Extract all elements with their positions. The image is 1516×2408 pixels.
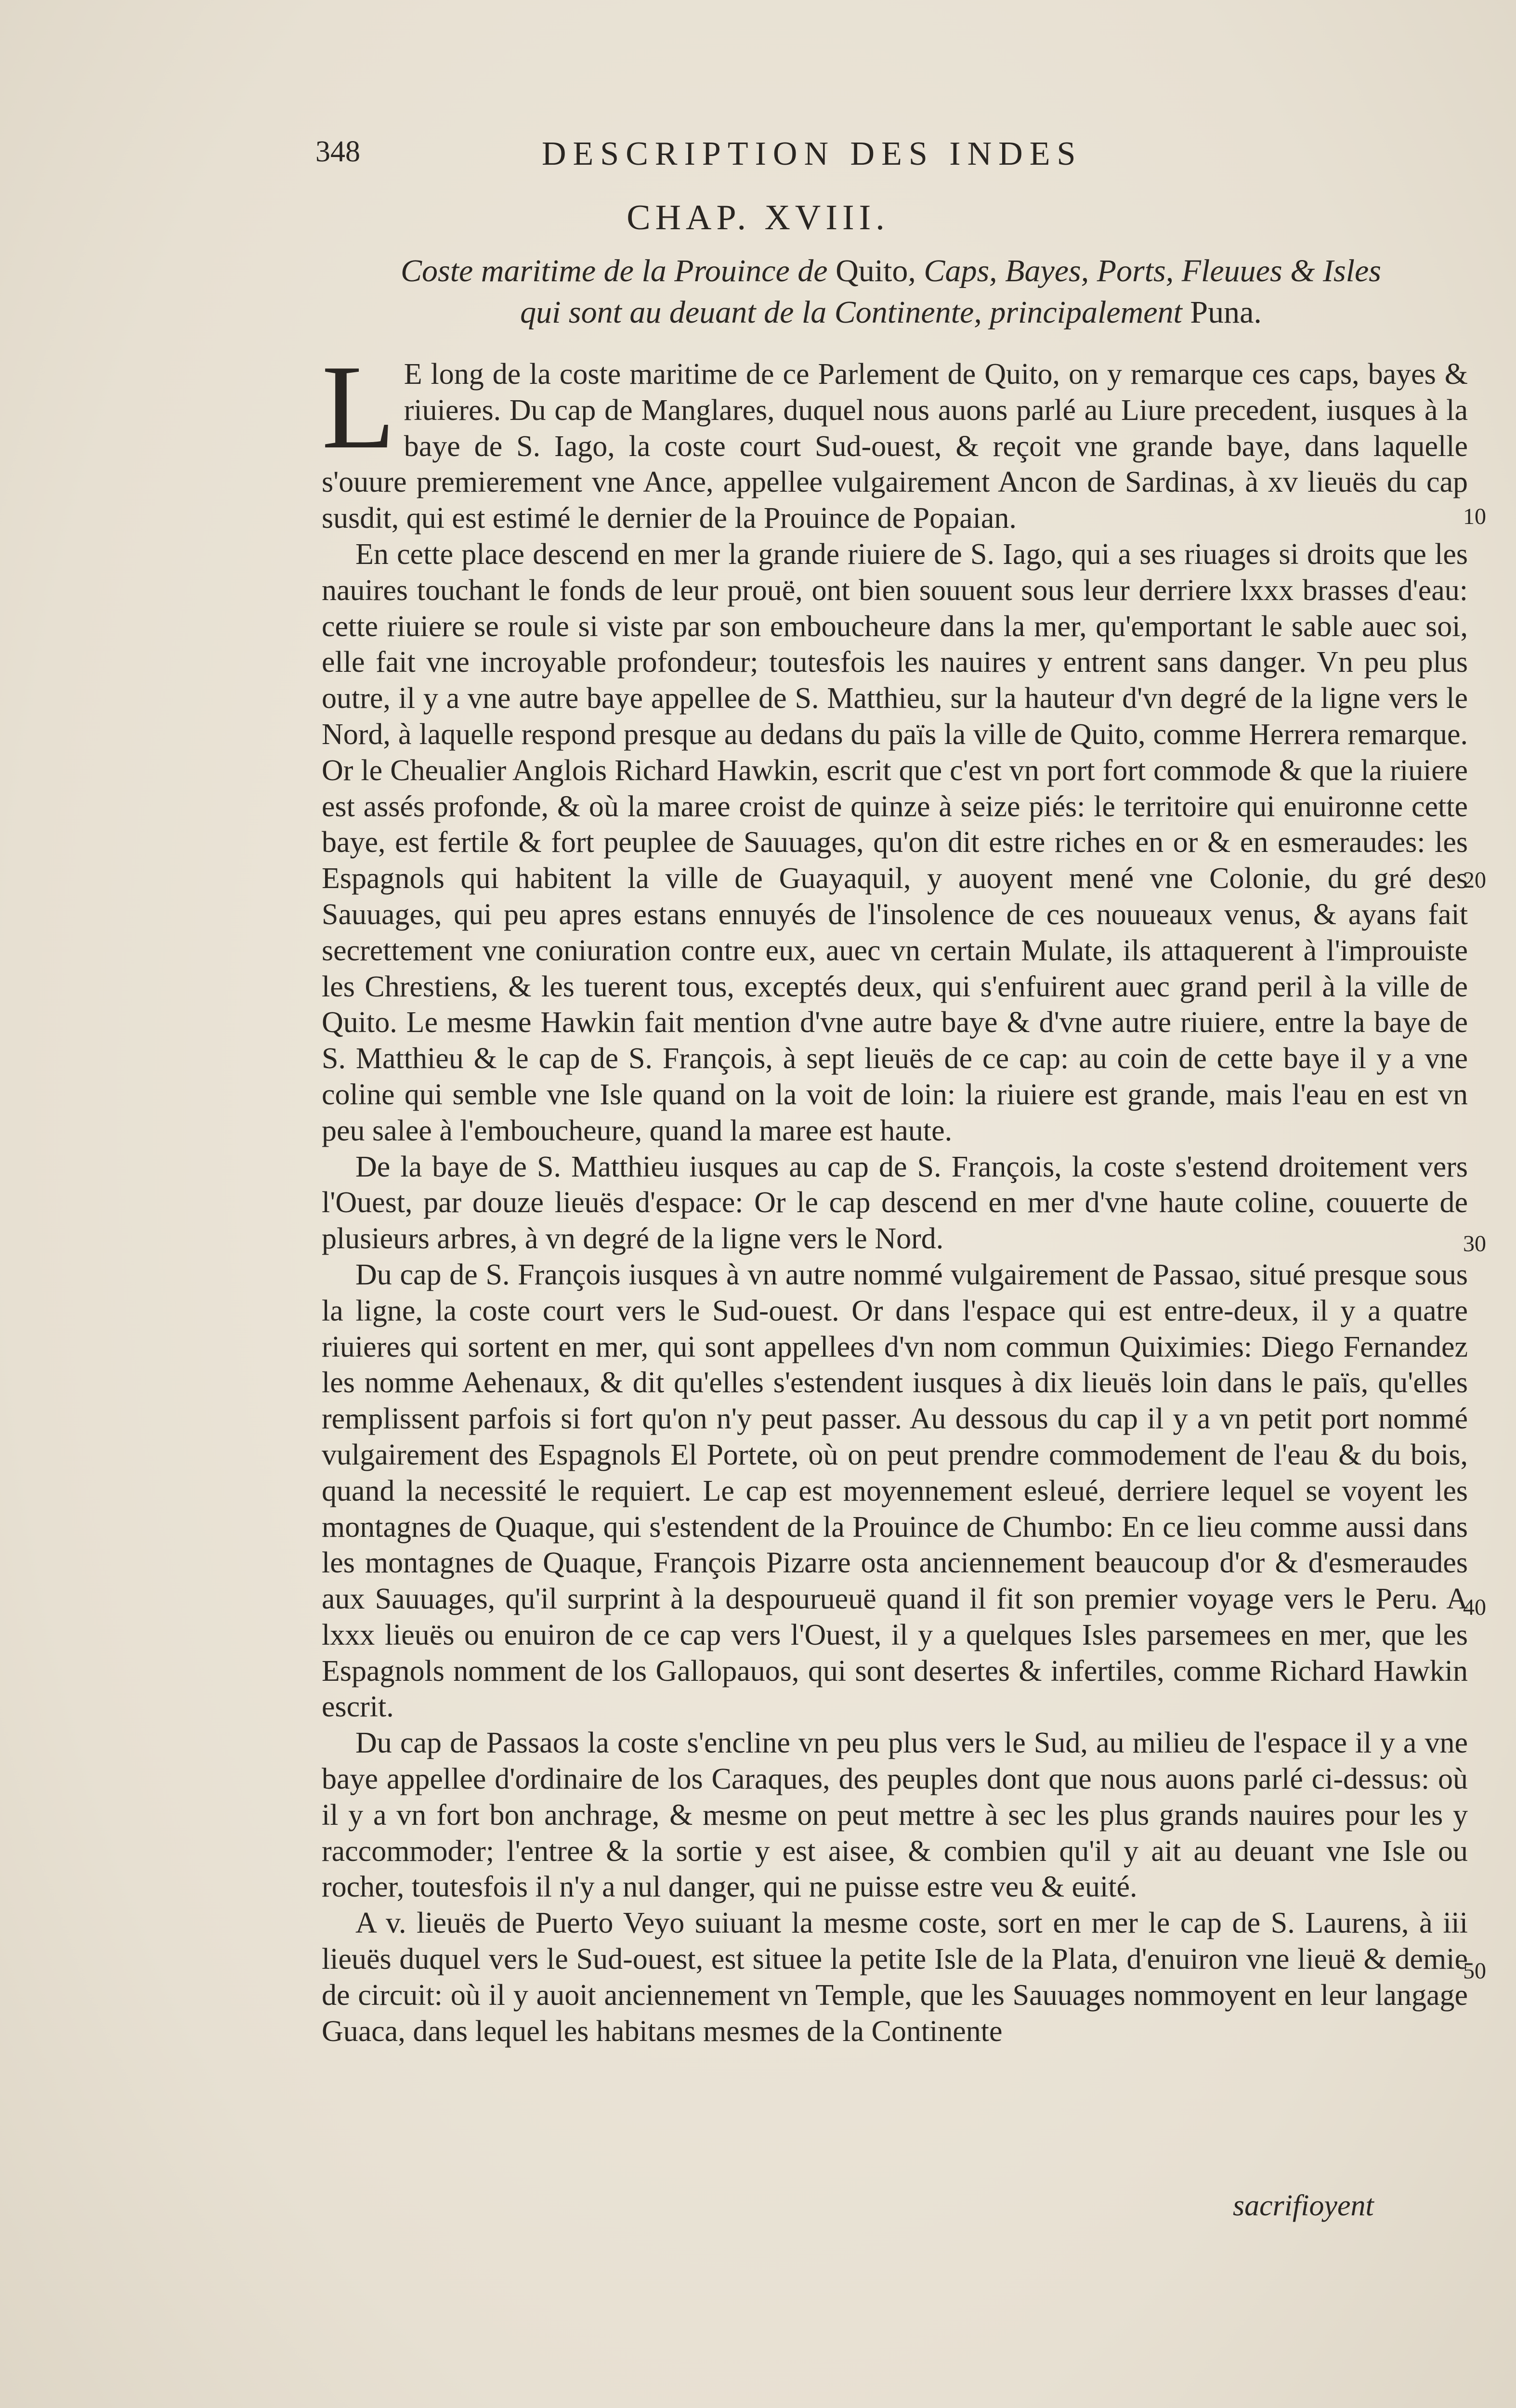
margin-line-number: 20 [1463, 867, 1486, 893]
margin-line-number: 40 [1463, 1595, 1486, 1620]
page-header [315, 130, 1206, 183]
heading-line1-end: , Caps, Bayes, Ports, Fleuues & Isles [908, 253, 1381, 288]
heading-place-quito: Quito [836, 253, 908, 288]
margin-line-number: 50 [1463, 1958, 1486, 1984]
body-text [322, 340, 1468, 2049]
catchword: sacrifioyent [1233, 2189, 1374, 2222]
chapter-title: CHAP. XVIII. [627, 198, 889, 237]
paragraph: En cette place descend en mer la grande riuiere de S. Iago, qui a ses riuages si droits que les nauires touchant le fonds de leur prouë, ont bien souuent sous leur derriere lxxx brasses d'eau: cette riuiere se roule si viste par son emboucheure dans la mer, qu'emportant le sable auec soi, elle fait vne incroyable profondeur; toutesfois les nauires y entrent sans danger. Vn peu plus outre, il y a vne autre baye appellee de S. Matthieu, sur la hauteur d'vn degré de la ligne vers le Nord, à laquelle respond presque au dedans du païs la ville de Quito, comme Herrera remarque. Or le Cheualier Anglois Richard Hawkin, escrit que c'est vn port fort commode & que la riuiere est assés profonde, & où la maree croist de quinze à seize piés: le territoire qui enuironne cette baye, est fertile & fort peuplee de Sauuages, qu'on dit estre riches en or & en esmeraudes: les Espagnols qui habitent la ville de Guayaquil, y auoyent mené vne Colonie, du gré des Sauuages, qui peu apres estans ennuyés de l'insolence de ces nouueaux venus, & ayans fait secrettement vne coniuration contre eux, auec vn certain Mulate, ils attaquerent à l'improuiste les Chrestiens, & les tuerent tous, exceptés deux, qui s'enfuirent auec grand peril à la ville de Quito. Le mesme Hawkin fait mention d'vne autre baye & d'vne autre riuiere, entre la baye de S. Matthieu & le cap de S. François, à sept lieuës de ce cap: au coin de cette baye il y a vne coline qui semble vne Isle quand on la voit de loin: la riuiere est grande, mais l'eau en est vn peu salee à l'emboucheure, quand la maree est haute. [322, 537, 1468, 1147]
paragraph: Du cap de Passaos la coste s'encline vn peu plus vers le Sud, au milieu de l'espace il y a vne baye appellee d'ordinaire de los Caraques, des peuples dont que nous auons parlé ci-dessus: où il y a vn fort bon anchrage, & mesme on peut mettre à sec les plus grands nauires pour les y raccommoder; l'entree & la sortie y est aisee, & combien qu'il y ait au deuant vne Isle ou rocher, toutesfois il n'y a nul danger, qui ne puisse estre veu & euité. [322, 1727, 1468, 1904]
paragraph: De la baye de S. Matthieu iusques au cap de S. François, la coste s'estend droitement vers l'Ouest, par douze lieuës d'espace: Or le cap descend en mer d'vne haute coline, couuerte de plusieurs arbres, à vn degré de la ligne vers le Nord. [322, 1150, 1468, 1256]
heading-line1: Coste maritime de la Prouince de [401, 253, 836, 288]
margin-line-number: 10 [1463, 504, 1486, 529]
running-title: DESCRIPTION DES INDES [542, 135, 1083, 172]
heading-place-puna: Puna. [1190, 295, 1262, 330]
paragraph [322, 340, 1468, 537]
paragraph: Du cap de S. François iusques à vn autre nommé vulgairement de Passao, situé presque sous la ligne, la coste court vers le Sud-ouest. Or dans l'espace qui est entre-deux, il y a quatre riuieres qui sortent en mer, qui sont appellees d'vn nom commun Quiximies: Diego Fernandez les nomme Aehenaux, & dit qu'elles s'estendent iusques à dix lieuës loin dans le païs, qu'elles remplissent parfois si fort qu'on n'y peut passer. Au dessous du cap il y a vn petit port nommé vulgairement des Espagnols El Portete, où on peut prendre commodement de l'eau & du bois, quand la necessité le requiert. Le cap est moyennement esleué, derriere lequel se voyent les montagnes de Quaque, qui s'estendent de la Prouince de Chumbo: En ce lieu comme aussi dans les montagnes de Quaque, François Pizarre osta anciennement beaucoup d'or & d'esmeraudes aux Sauuages, qu'il surprint à la despourueuë quand il fit son premier voyage vers le Peru. A lxxx lieuës ou enuiron de ce cap vers l'Ouest, il y a quelques Isles parsemees en mer, que les Espagnols nomment de los Gallopauos, qui sont desertes & infertiles, comme Richard Hawkin escrit. [322, 1258, 1468, 1724]
chapter-heading [327, 250, 1454, 333]
page-number: 348 [315, 135, 360, 168]
paragraph-text: E long de la coste maritime de ce Parlement de Quito, on y remarque ces caps, bayes & riuieres. Du cap de Manglares, duquel nous auons parlé au Liure precedent, iusques à la baye de S. Iago, la coste court Sud-ouest, & reçoit vne grande baye, dans laquelle s'ouure premierement vne Ance, appellee vulgairement Ancon de Sardinas, à xv lieuës du cap susdit, qui est estimé le dernier de la Prouince de Popaian. [322, 358, 1468, 535]
drop-cap: L [322, 340, 395, 474]
margin-line-number: 30 [1463, 1231, 1486, 1256]
paragraph: A v. lieuës de Puerto Veyo suiuant la mesme coste, sort en mer le cap de S. Laurens, à iii lieuës duquel vers le Sud-ouest, est situee la petite Isle de la Plata, d'enuiron vne lieuë & demie de circuit: où il y auoit anciennement vn Temple, que les Sauuages nommoyent en leur langage Guaca, dans lequel les habitans mesmes de la Continente [322, 1907, 1468, 2048]
heading-line2: qui sont au deuant de la Continente, principalement [520, 295, 1190, 330]
